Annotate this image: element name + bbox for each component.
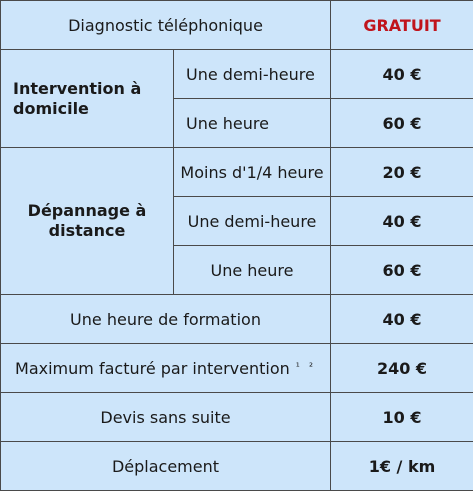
formation-price: 40 € xyxy=(331,295,473,344)
depannage-item-price: 20 € xyxy=(331,148,473,197)
deplacement-label: Déplacement xyxy=(1,442,331,491)
intervention-item-label: Une demi-heure xyxy=(174,50,331,99)
table-row xyxy=(1,393,473,442)
footnote-markers: ¹ ² xyxy=(296,362,316,373)
deplacement-price: 1€ / km xyxy=(331,442,473,491)
depannage-item-price: 60 € xyxy=(331,246,473,295)
table-row xyxy=(1,295,473,344)
intervention-label: Intervention à domicile xyxy=(1,50,174,148)
table-row xyxy=(1,344,473,393)
depannage-label: Dépannage à distance xyxy=(1,148,174,295)
devis-price: 10 € xyxy=(331,393,473,442)
depannage-item-label: Une heure xyxy=(174,246,331,295)
maximum-price: 240 € xyxy=(331,344,473,393)
table-row xyxy=(1,442,473,491)
table-row xyxy=(1,1,473,50)
devis-label: Devis sans suite xyxy=(1,393,331,442)
intervention-item-label: Une heure xyxy=(174,99,331,148)
formation-label: Une heure de formation xyxy=(1,295,331,344)
intervention-item-price: 60 € xyxy=(331,99,473,148)
table-row xyxy=(1,50,473,99)
depannage-item-price: 40 € xyxy=(331,197,473,246)
depannage-item-label: Une demi-heure xyxy=(174,197,331,246)
maximum-label: Maximum facturé par intervention xyxy=(15,359,290,378)
intervention-item-price: 40 € xyxy=(331,50,473,99)
diagnostic-price: GRATUIT xyxy=(331,1,473,50)
diagnostic-label: Diagnostic téléphonique xyxy=(1,1,331,50)
table-row xyxy=(1,148,473,197)
maximum-cell xyxy=(1,344,331,393)
depannage-item-label: Moins d'1/4 heure xyxy=(174,148,331,197)
